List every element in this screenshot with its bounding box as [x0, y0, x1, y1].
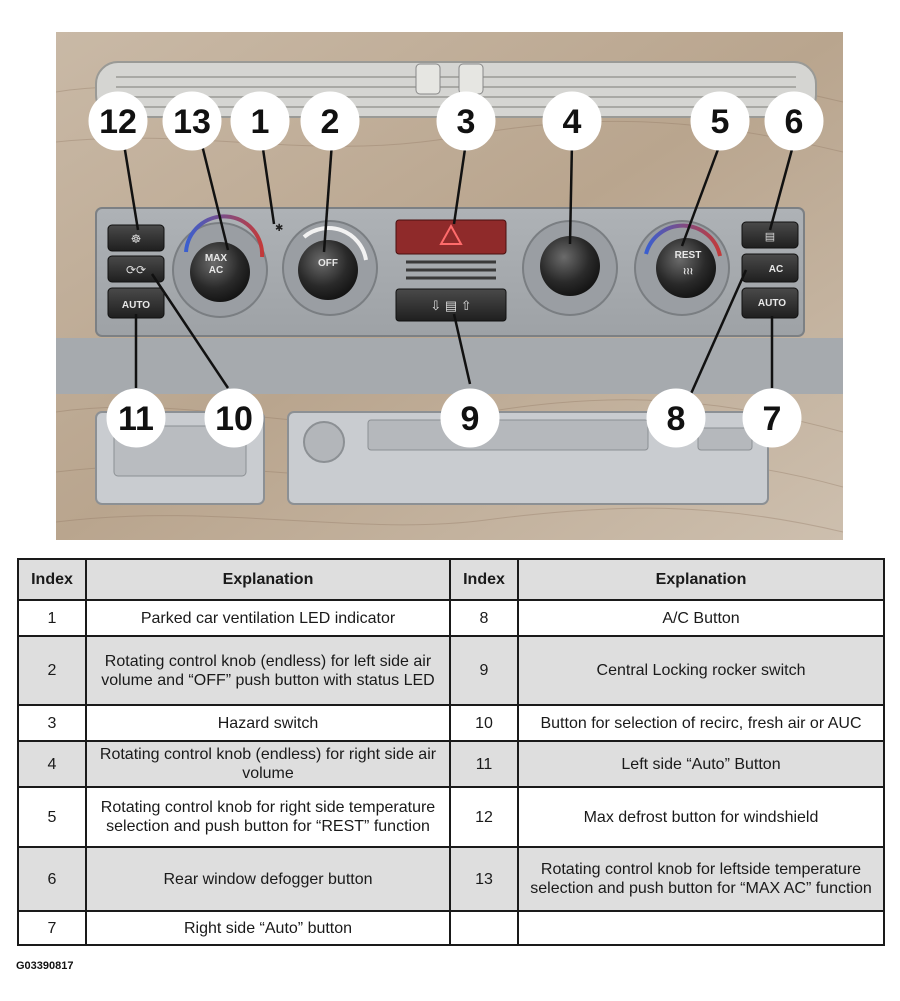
vent-thumbwheel-right [459, 64, 483, 94]
callout-10: 10 [215, 400, 253, 438]
row-explanation-right [518, 911, 884, 945]
row-explanation-left: Parked car ventilation LED indicator [86, 600, 450, 636]
auto-left-label: AUTO [121, 300, 151, 311]
auto-right-label: AUTO [757, 298, 787, 309]
callout-11: 11 [118, 400, 154, 438]
callout-3: 3 [456, 103, 476, 141]
right-volume-knob [540, 236, 600, 296]
table-row [18, 787, 884, 847]
callout-2: 2 [320, 103, 340, 141]
defrost-icon: ☸ [130, 232, 142, 246]
callout-1: 1 [250, 103, 270, 141]
rest-heat-symbol: ≀≀≀ [682, 266, 694, 276]
lock-icon: ⇩ ▤ ⇧ [430, 298, 472, 313]
table-row [18, 600, 884, 636]
callout-9: 9 [460, 400, 480, 438]
rear-defogger-icon: ▤ [764, 231, 776, 243]
row-index-right: 9 [450, 636, 518, 705]
row-explanation-left: Rotating control knob (endless) for right side air volume [86, 741, 450, 787]
legend-table [17, 558, 885, 946]
row-explanation-right: Rotating control knob for leftside temperature selection and push button for “MAX AC” function [518, 847, 884, 911]
header-index-right: Index [450, 559, 518, 600]
row-index-right: 8 [450, 600, 518, 636]
left-volume-knob [298, 240, 358, 300]
ac-label: AC [768, 264, 784, 275]
row-explanation-left: Right side “Auto” button [86, 911, 450, 945]
row-index-left: 7 [18, 911, 86, 945]
header-explanation-right: Explanation [518, 559, 884, 600]
row-explanation-left: Rear window defogger button [86, 847, 450, 911]
header-explanation-left: Explanation [86, 559, 450, 600]
row-index-right: 10 [450, 705, 518, 741]
max-ac-label-line2: AC [208, 265, 224, 276]
row-index-right: 13 [450, 847, 518, 911]
table-row [18, 705, 884, 741]
callout-7: 7 [762, 400, 782, 438]
row-index-left: 2 [18, 636, 86, 705]
row-explanation-left: Hazard switch [86, 705, 450, 741]
table-row [18, 636, 884, 705]
climate-control-panel-photo [56, 32, 843, 540]
row-index-right [450, 911, 518, 945]
table-row [18, 911, 884, 945]
legend-header-row [18, 559, 884, 600]
row-explanation-right: Left side “Auto” Button [518, 741, 884, 787]
lower-trim-strip [56, 338, 843, 394]
row-index-left: 4 [18, 741, 86, 787]
callout-6: 6 [784, 103, 804, 141]
row-index-left: 5 [18, 787, 86, 847]
max-ac-label-line1: MAX [204, 253, 228, 264]
table-row [18, 741, 884, 787]
eject-buttons [698, 428, 752, 450]
callout-12: 12 [99, 103, 137, 141]
disc-slot [368, 420, 648, 450]
row-index-right: 12 [450, 787, 518, 847]
row-explanation-right: Button for selection of recirc, fresh air or AUC [518, 705, 884, 741]
row-explanation-left: Rotating control knob for right side temperature selection and push button for “REST” function [86, 787, 450, 847]
callout-5: 5 [710, 103, 730, 141]
row-explanation-left: Rotating control knob (endless) for left side air volume and “OFF” push button with status LED [86, 636, 450, 705]
row-explanation-right: A/C Button [518, 600, 884, 636]
row-explanation-right: Max defrost button for windshield [518, 787, 884, 847]
table-row [18, 847, 884, 911]
row-index-right: 11 [450, 741, 518, 787]
callout-4: 4 [562, 103, 582, 141]
row-index-left: 6 [18, 847, 86, 911]
header-index-left: Index [18, 559, 86, 600]
row-index-left: 1 [18, 600, 86, 636]
radio-knob [304, 422, 344, 462]
off-label: OFF [318, 258, 338, 269]
callout-8: 8 [666, 400, 686, 438]
recirc-icon: ⟳⟳ [125, 263, 147, 277]
figure-id: G03390817 [16, 960, 74, 972]
row-index-left: 3 [18, 705, 86, 741]
callout-13: 13 [173, 103, 211, 141]
row-explanation-right: Central Locking rocker switch [518, 636, 884, 705]
vent-thumbwheel-left [416, 64, 440, 94]
rest-label: REST [674, 250, 702, 261]
parked-ventilation-led: ✱ [275, 223, 284, 234]
